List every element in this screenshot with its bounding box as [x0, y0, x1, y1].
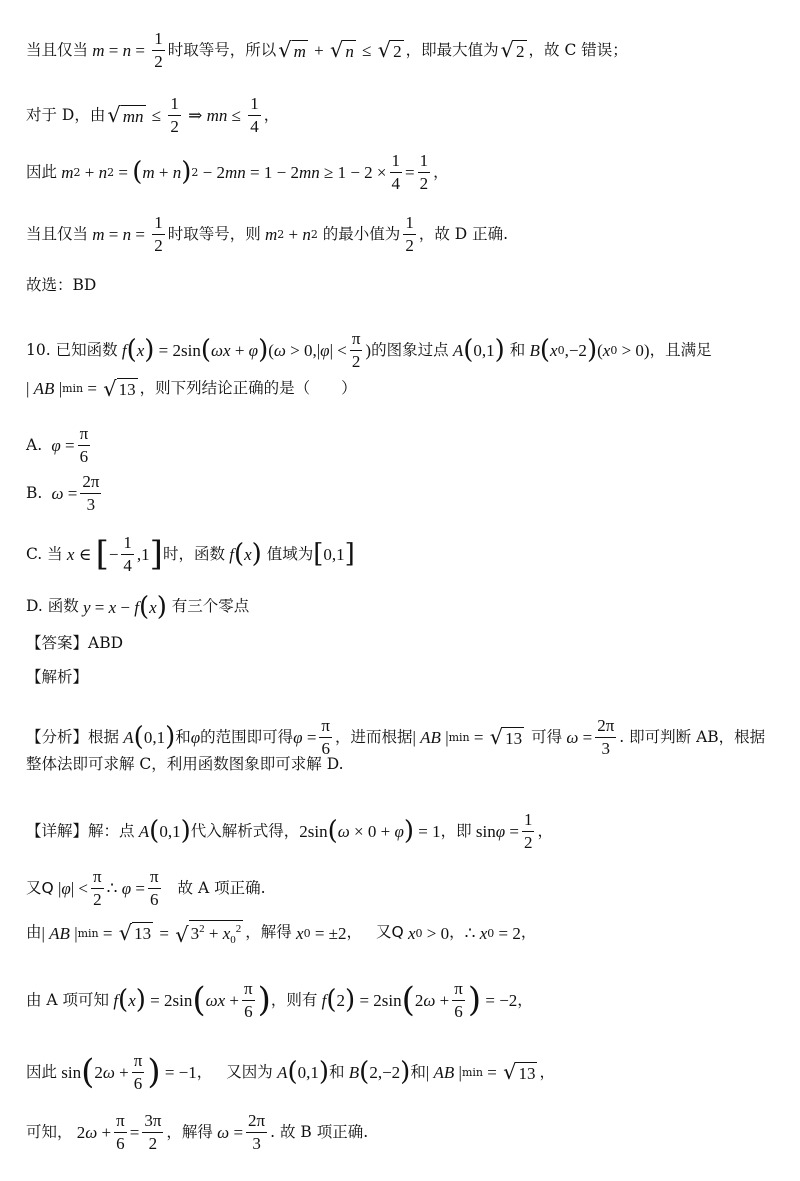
option-b: B. ω = $\frac{2\pi}{3}$	[26, 472, 100, 514]
question-10-stem: 10. 已知函数 f ( x ) = 2sin ( ωx + φ ) ( ω > 0, | φ | < $\frac{\pi}{2}$ ) 的图象过点 A ( 0,1 ) 和 B ( x 0 ,−2 ) ( x 0 > 0) ，且满足	[26, 329, 712, 371]
question-10-condition: | AB | min = √ 13 ，则下列结论正确的是（ ）	[26, 376, 357, 401]
conclusion: 故选：BD	[26, 276, 97, 294]
solution-line-4: 由 A 项可知 f ( x ) = 2sin ( ωx + $\frac{\pi}{6}$ ) ，则有 f ( 2 ) = 2sin ( 2 ω + $\frac{\pi}{6}$ ) = −2 ，	[26, 979, 533, 1021]
analysis-line-2	[26, 757, 780, 773]
text-line-1: 当且仅当 m = n = $\frac{1}{2}$ 时取等号，所以 √ m + √ n ≤ √ 2 ，即最大值为 √ 2 ，故 C 错误；	[26, 29, 628, 71]
text-line-2: 对于 D，由 √ mn ≤ $\frac{1}{2}$ ⇒ mn ≤ $\frac{1}{4}$ ，	[26, 94, 280, 136]
fraction: $\frac{1}{2}$	[154, 29, 163, 71]
answer: 【答案】ABD	[26, 634, 124, 652]
analysis-heading-line	[26, 670, 780, 686]
text-line-5	[26, 278, 780, 294]
solution-line-3: 由 | AB | min = √ 13 = √ $3^2 + x_0^2$ ，解得 x 0 = ±2 ， 又 Q x 0 > 0 ， ∴ x 0 = 2 ，	[26, 920, 537, 948]
text-line-4: 当且仅当 m = n = $\frac{1}{2}$ 时取等号，则 m 2 + n 2 的最小值为 $\frac{1}{2}$ ，故 D 正确.	[26, 213, 509, 255]
option-c: C. 当 x ∈ [ − $\frac{1}{4}$ ,1 ] 时，函数 f ( x ) 值域为 [ 0,1 ]	[26, 533, 355, 575]
analysis-heading: 【解析】	[26, 668, 89, 686]
answer-line	[26, 636, 780, 652]
solution-line-5: 因此 sin ( 2 ω + $\frac{\pi}{6}$ ) = −1 ， 又因为 A ( 0,1 ) 和 B ( 2,−2 ) 和 | AB | min = √ 13 ，	[26, 1051, 555, 1093]
option-d: D. 函数 y = x − f ( x ) 有三个零点	[26, 592, 250, 622]
text-line-3: 因此 m 2 + n 2 = ( m + n ) 2 − 2 mn = 1 − 2 mn ≥ 1 − 2 × $\frac{1}{4}$ = $\frac{1}{2}$ ，	[26, 151, 449, 193]
solution-line-2: 又 Q | φ | < $\frac{\pi}{2}$ ∴ φ = $\frac{\pi}{6}$ 故 A 项正确.	[26, 867, 266, 909]
solution-line-6: 可知， 2 ω + $\frac{\pi}{6}$ = $\frac{3\pi}{2}$ ，解得 ω = $\frac{2\pi}{3}$ . 故 B 项正确.	[26, 1111, 369, 1153]
analysis-text: 整体法即可求解 C，利用函数图象即可求解 D.	[26, 755, 344, 773]
solution-line-1: 【详解】解：点 A ( 0,1 ) 代入解析式得， 2sin ( ω × 0 + φ ) = 1 ，即 sin φ = $\frac{1}{2}$ ，	[26, 810, 553, 852]
option-a: A. φ = $\frac{\pi}{6}$	[26, 424, 89, 466]
analysis-line-1: 【分析】根据 A ( 0,1 ) 和 φ 的范围即可得 φ = $\frac{\pi}{6}$ ，进而根据 | AB | min = √ 13 可得 ω = $\frac{2\pi}{3}$ . 即可判断 AB，根据	[26, 716, 766, 758]
